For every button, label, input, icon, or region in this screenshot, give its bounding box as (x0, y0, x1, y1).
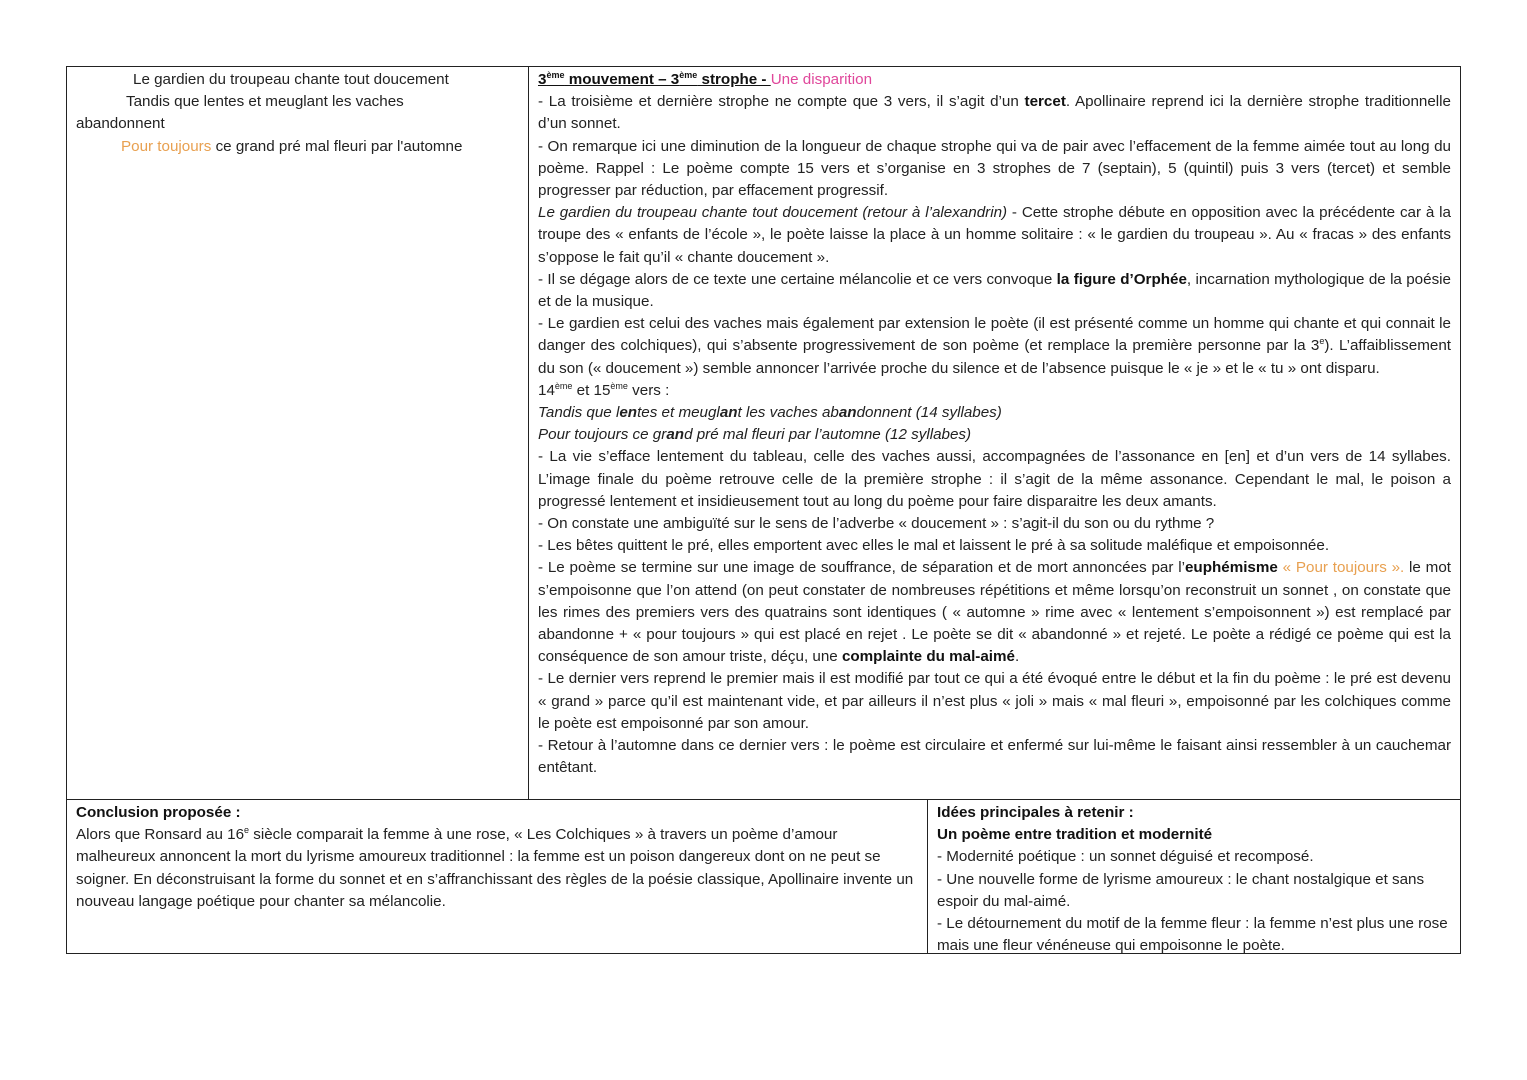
heading-subtitle: Une disparition (770, 71, 873, 88)
paragraph: - Il se dégage alors de ce texte une certaine mélancolie et ce vers convoque la figure d’Orphée, incarnation mythologique de la poésie et de la musique. (538, 270, 1451, 311)
section-heading (538, 69, 1451, 91)
paragraph: - La troisième et dernière strophe ne compte que 3 vers, il s’agit d’un tercet. Apollinaire reprend ici la dernière strophe traditionnelle d’un sonnet. (538, 93, 1451, 133)
poem-excerpt (76, 69, 521, 158)
conclusion-text (76, 802, 916, 913)
paragraph: - La vie s’efface lentement du tableau, celle des vaches aussi, accompagnées de l’assonance en [en] et d’un vers de 14 syllabes. L’image finale du poème retrouve celle de la première strophe : il s’agit de la même assonance. Cependant le mal, le poison a progressé lentement et insidieusement tout au long du poème pour faire disparaitre les deux amants. (538, 448, 1451, 510)
key-idea-item: - Une nouvelle forme de lyrisme amoureux : le chant nostalgique et sans espoir du mal-aimé. (937, 870, 1425, 910)
paragraph: - Le gardien est celui des vaches mais également par extension le poète (il est présenté comme un homme qui chante et qui connait le danger des colchiques), qui s’absente progressivement de son poème (et remplace la première personne par la 3e). L’affaiblissement du son (« doucement ») semble annoncer l’arrivée proche du silence et de l’absence puisque le « je » et le « tu » ont disparu. (538, 315, 1451, 377)
conclusion-cell (67, 800, 928, 953)
highlight-pour-toujours: « Pour toujours ». (1277, 559, 1405, 577)
paragraph: Le gardien du troupeau chante tout doucement (retour à l’alexandrin) - Cette strophe débute en opposition avec la précédente car à la troupe des « enfants de l’école », le poète laisse la place à un homme solitaire : « le gardien du troupeau ». Au « fracas » des enfants s’oppose le fait qu’il « chante doucement ». (538, 204, 1452, 266)
verse-15: Pour toujours ce grand pré mal fleuri par l’automne (12 syllabes) (538, 426, 972, 444)
paragraph: - Le poème se termine sur une image de souffrance, de séparation et de mort annoncées par l’euphémisme « Pour toujours ». le mot s’empoisonne que l’on attend (on peut constater de nombreuses répétitions et même lorsqu’on reconstruit un sonnet , on constate que les rimes des premiers vers des quatrains sont identiques ( « automne » rime avec « lentement s’empoisonnent ») est remplacé par abandonne + « pour toujours » qui est placé en rejet . Le poète se dit « abandonné » et rejeté. Le poète a rédigé ce poème qui est la conséquence de son amour triste, déçu, une complainte du mal-aimé. (538, 559, 1451, 666)
key-ideas-title: Idées principales à retenir : (937, 804, 1134, 821)
analysis-text (538, 69, 1451, 780)
keyword-complainte: complainte du mal-aimé (841, 648, 1015, 666)
verse-14: Tandis que lentes et meuglant les vaches abandonnent (14 syllabes) (538, 404, 1002, 422)
poem-line (76, 136, 521, 158)
poem-line-rest: ce grand pré mal fleuri par l'automne (211, 137, 463, 155)
paragraph: - On remarque ici une diminution de la longueur de chaque strophe qui va de pair avec l’effacement de la femme aimée tout au long du poème. Rappel : Le poème compte 15 vers et s’organise en 3 strophes de 7 (septain), 5 (quintil) puis 3 vers (tercet) et semble progresser par réduction, par effacement progressif. (538, 137, 1451, 200)
keyword-euphemisme: euphémisme (1184, 559, 1278, 577)
key-ideas-cell (928, 800, 1460, 953)
keyword-orphee: la figure d’Orphée (1056, 270, 1187, 288)
quoted-verse: Le gardien du troupeau chante tout doucement (retour à l’alexandrin) (538, 204, 1008, 222)
key-ideas-subtitle: Un poème entre tradition et modernité (937, 826, 1213, 844)
paragraph: - On constate une ambiguïté sur le sens de l’adverbe « doucement » : s’agit-il du son ou du rythme ? (538, 515, 1215, 533)
conclusion-title: Conclusion proposée : (76, 804, 241, 821)
analysis-cell (529, 67, 1460, 799)
paragraph: - Les bêtes quittent le pré, elles emportent avec elles le mal et laissent le pré à sa solitude maléfique et empoisonnée. (538, 537, 1330, 555)
paragraph: - Retour à l’automne dans ce dernier vers : le poème est circulaire et enfermé sur lui-même le faisant ainsi ressembler à un cauchemar entêtant. (538, 737, 1451, 777)
key-idea-item: - Le détournement du motif de la femme fleur : la femme n’est plus une rose mais une fleur vénéneuse qui empoisonne le poète. (937, 915, 1448, 955)
poem-line: Tandis que lentes et meuglant les vaches (126, 93, 404, 111)
poem-line: abandonnent (76, 115, 165, 133)
poem-cell (67, 67, 529, 799)
highlight-pour-toujours: Pour toujours (121, 137, 212, 155)
paragraph: - Le dernier vers reprend le premier mais il est modifié par tout ce qui a été évoqué entre le début et la fin du poème : le pré est devenu « grand » parce qu’il est maintenant vide, et par ailleurs il n’est plus « joli » mais « mal fleuri », empoisonné par les colchiques comme le poète est empoisonné par son amour. (538, 670, 1451, 732)
bottom-row (67, 799, 1460, 953)
analysis-table (66, 66, 1461, 954)
poem-line: Le gardien du troupeau chante tout doucement (133, 71, 449, 88)
heading-movement: 3ème mouvement – 3ème strophe - (538, 69, 771, 88)
keyword-tercet: tercet (1024, 93, 1066, 111)
key-idea-item: - Modernité poétique : un sonnet déguisé et recomposé. (937, 848, 1314, 866)
verse-label: 14ème et 15ème vers : (538, 380, 670, 399)
key-ideas-text (937, 802, 1452, 957)
conclusion-body: Alors que Ronsard au 16e siècle comparait la femme à une rose, « Les Colchiques » à travers un poème d’amour malheureux annoncent la mort du lyrisme amoureux traditionnel : la femme est un poison dangereux dont on ne peut se soigner. En déconstruisant la forme du sonnet et en s’affranchissant des règles de la poésie classique, Apollinaire invente un nouveau langage poétique pour chanter sa mélancolie. (76, 825, 914, 910)
